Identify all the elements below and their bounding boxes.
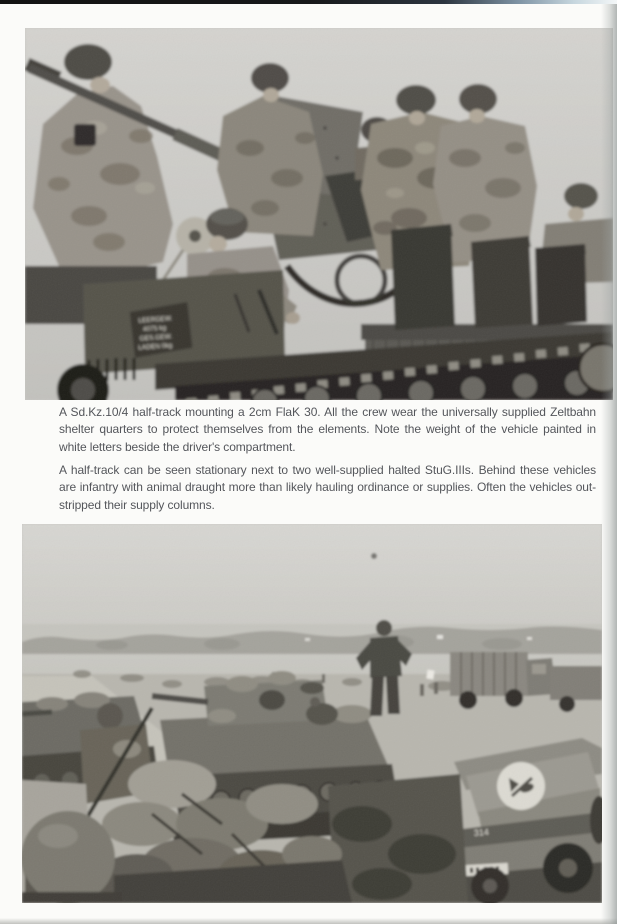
photo-halftrack-flak (25, 28, 613, 400)
photo-stug-column (22, 524, 602, 903)
page-top-scan-line (0, 0, 617, 4)
film-grain (22, 524, 602, 903)
page-bottom-scan-edge (0, 918, 617, 924)
caption-bottom-photo: A half-track can be seen stationary next to two well-supplied halted StuG.IIIs. Behind these vehicles are infantry with animal draught more than likely hauling ordinance or supplies. Often the vehicles out-stripped their supply columns. (59, 463, 596, 512)
caption-top-photo: A Sd.Kz.10/4 half-track mounting a 2cm FlaK 30. All the crew wear the universally supplied Zeltbahn shelter quarters to protect themselves from the elements. Note the weight of the vehicle painted in white letters beside the driver's compartment. (59, 405, 596, 454)
photo-stug-column-art (22, 524, 602, 903)
film-grain (25, 28, 613, 400)
page-edge-shadow (601, 0, 617, 924)
photo-halftrack-flak-art (25, 28, 613, 400)
